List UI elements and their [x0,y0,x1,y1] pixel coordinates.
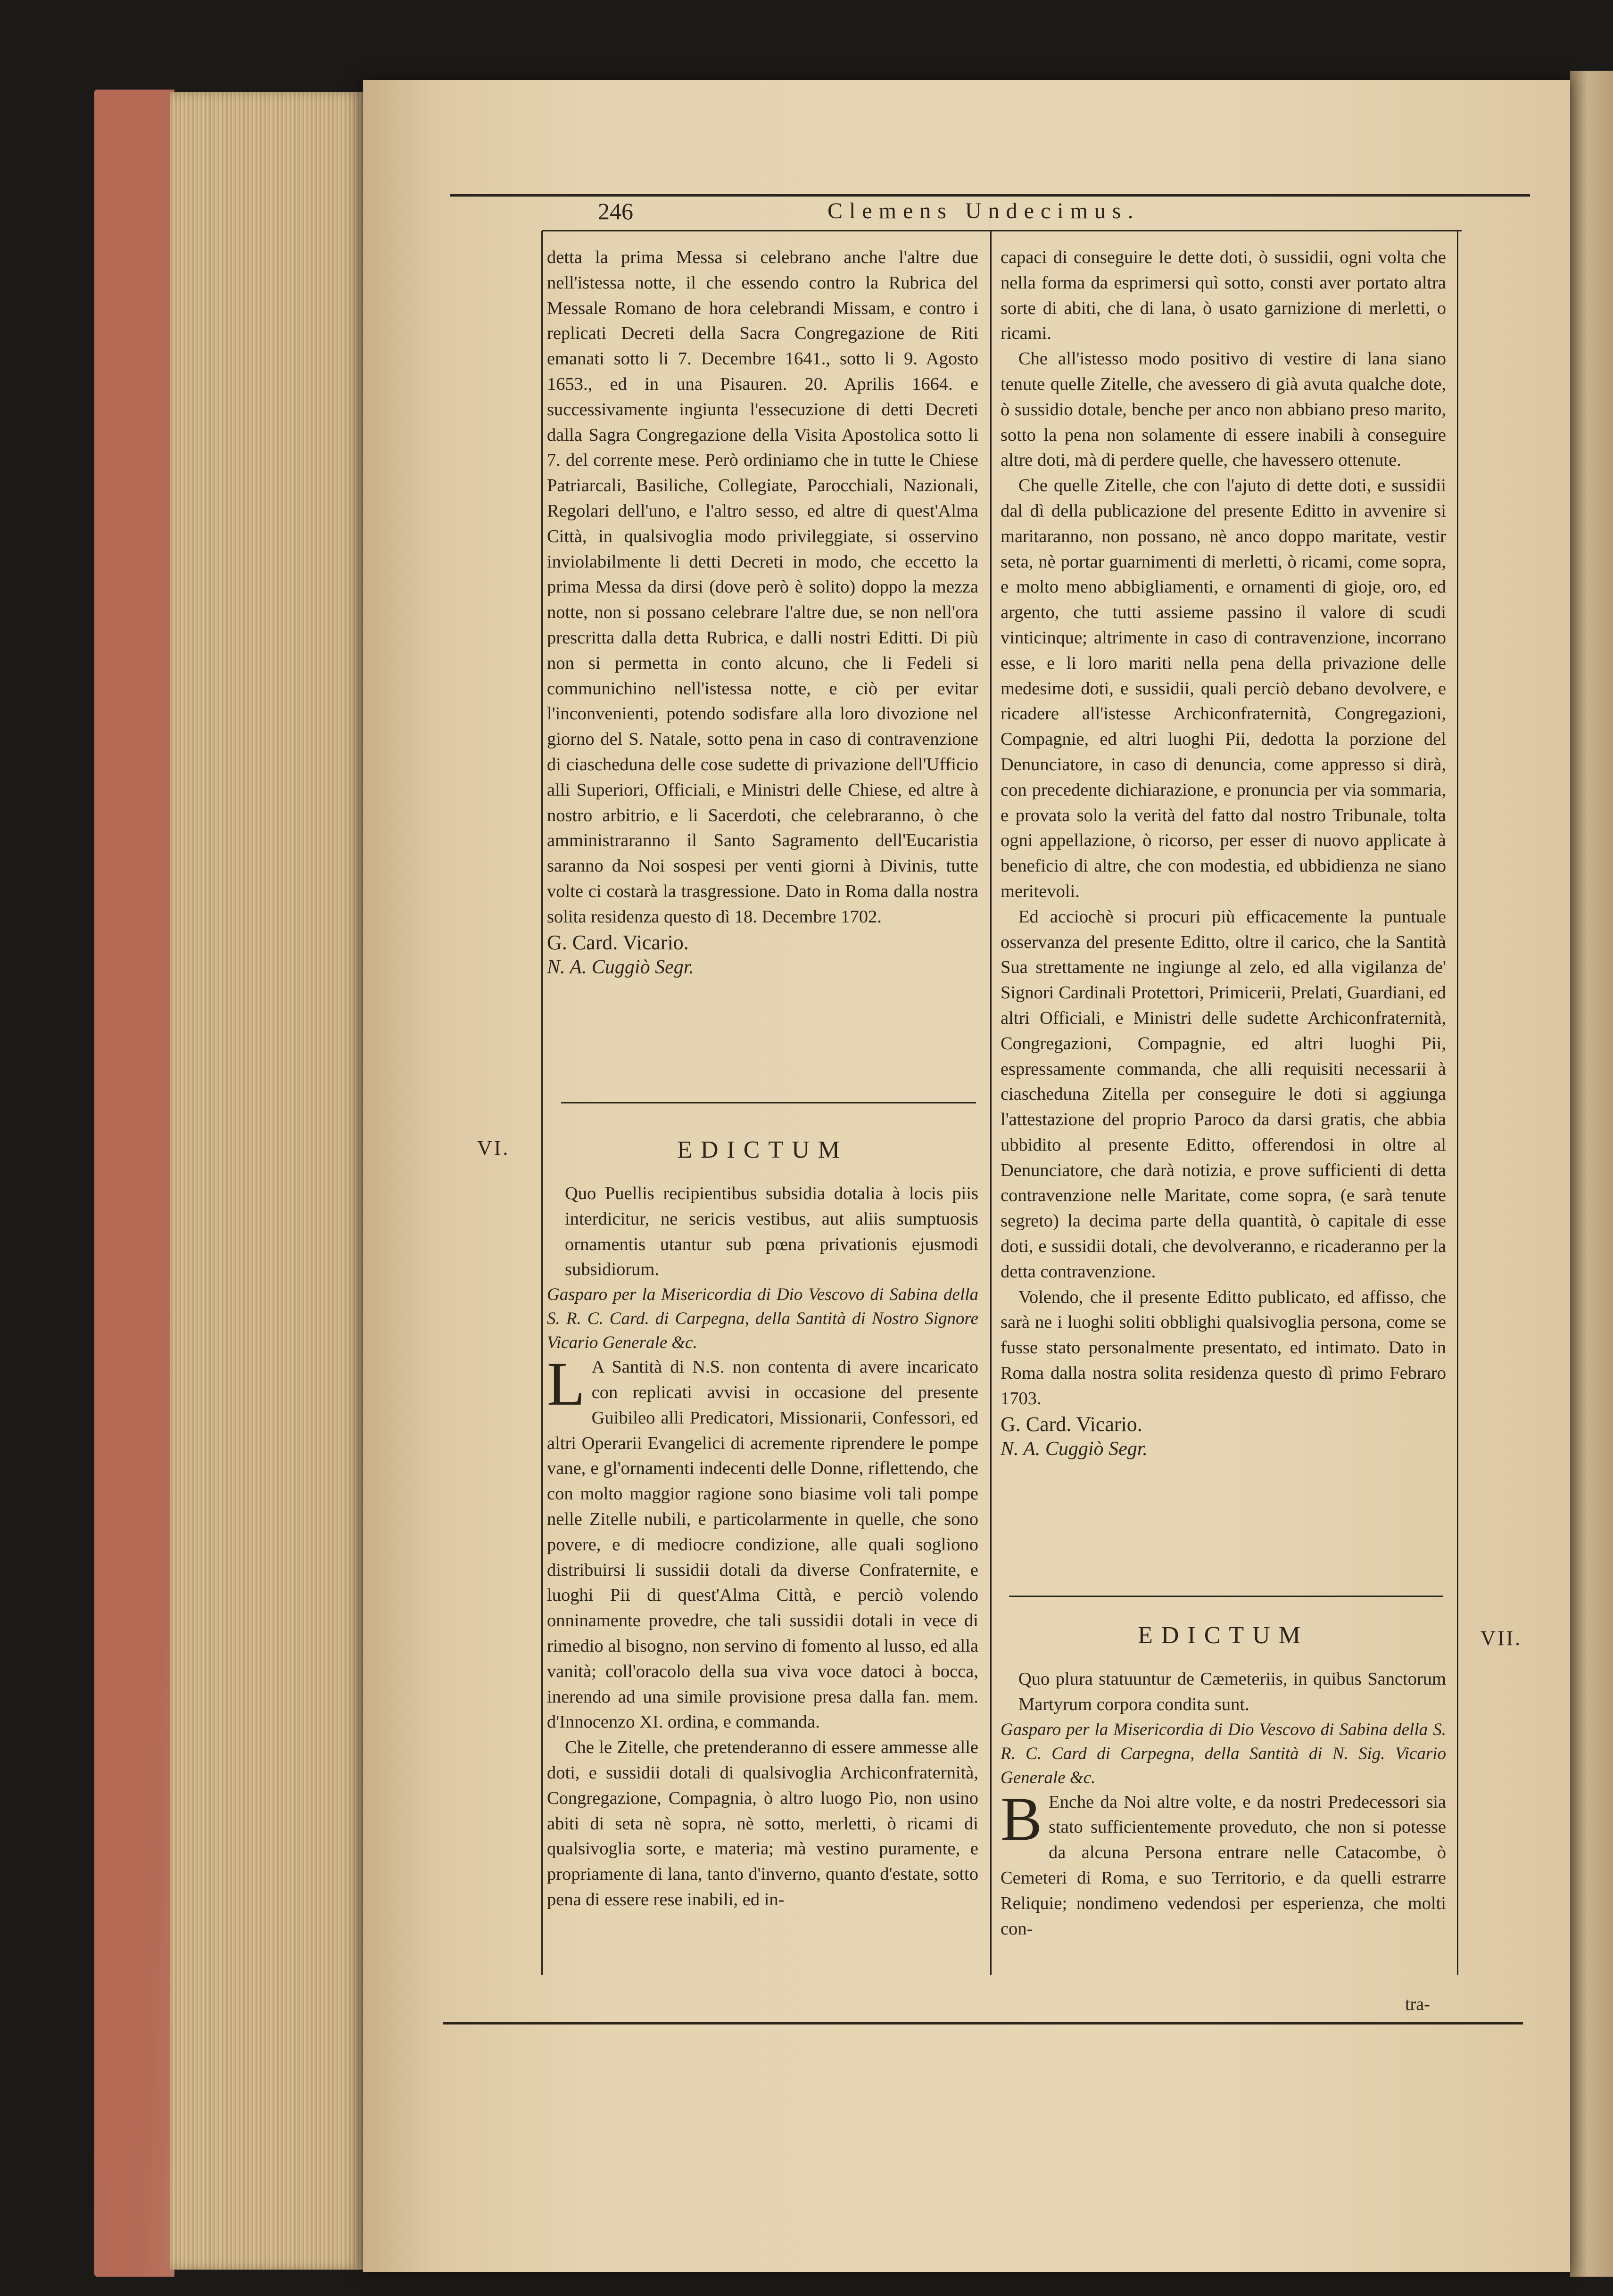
header-bottom-rule [542,230,1462,231]
right-signature-secretary: N. A. Cuggiò Segr. [1001,1438,1148,1460]
edict-vii-paragraph-1-text: Enche da Noi altre volte, e da nostri Predecessori sia stato sufficientemente proveduto, che non si potesse da alcuna Persona entrare nelle Catacombe, ò Cemeteri di Roma, e suo Territorio, e da quelli estrarre Reliquie; nondimeno vedendosi per esperienza, che molti con- [1001,1792,1446,1939]
left-signature-secretary: N. A. Cuggiò Segr. [547,956,694,979]
edict-vi-paragraph-1-text: A Santità di N.S. non contenta di avere incaricato con replicati avvisi in occasione del presente Guibileo alli Predicatori, Missionarii, Confessori, ed altri Operarii Evangelici di acremente riprendere le pompe vane, e gl'ornamenti indecenti delle Donne, riflettendo, che con molto maggior ragione sono biasime voli tali pompe nelle Zitelle nubili, e particolarmente in quelle, che sono povere, e di mediocre condizione, alle quali sogliono distribuirsi li sussidii dotali da diverse Confraternite, e luoghi Pii di quest'Alma Città, e perciò volendo onninamente provedre, che tali sussidii dotali in vece di rimedio al bisogno, non servino di fomento al lusso, ed alla vanità; coll'oracolo della sua viva voce datoci à bocca, inerendo ad una simile provisione presa dalla fan. mem. d'Innocenzo XI. ordina, e commanda. [547,1357,978,1732]
right-paragraph-3: Che quelle Zitelle, che con l'ajuto di dette doti, e sussidii dal dì della publicazione del presente Editto in avvenire si maritaranno, non possano, nè anco doppo maritate, vestir seta, nè portar guarnimenti di merletti, ò ricami, come sopra, e molto meno abbigliamenti, e ornamenti di gioje, oro, ed argento, che tutti assieme passino il valore di scudi vinticinque; altrimente in caso di contravenzione, incorrano esse, e li loro mariti nella pena della privazione delle medesime doti, e sussidii, quali perciò debano devolvere, e ricadere all'istesse Archiconfraternità, Congregazioni, Compagnie, ed altri luoghi Pii, dedotta la porzione del Denunciatore, in caso di denuncia, come appresso si dirà, con precedente dichiarazione, e pronuncia per via sommaria, e provata solo la verità del fatto dal nostro Tribunale, tolta ogni appellazione, ò ricorso, per esser di nuovo applicate à beneficio di altre, che con modestia, ed ubbidienza ne siano meritevoli. [1001,476,1446,901]
edict-vii-separator [1009,1596,1443,1597]
left-paragraph: detta la prima Messa si celebrano anche l'altre due nell'istessa notte, il che essendo contro la Rubrica del Messale Romano de hora celebrandi Missam, e contro i replicati Decreti della Sacra Congregazione de Riti emanati sotto li 7. Decembre 1641., sotto li 9. Agosto 1653., ed in una Pisauren. 20. Aprilis 1664. e successivamente ingiunta l'essecuzione di detti Decreti dalla Sagra Congregazione della Visita Apostolica sotto li 7. del corrente mese. Però ordiniamo che in tutte le Chiese Patriarcali, Basiliche, Collegiate, Parocchiali, Nazionali, Regolari dell'uno, e l'altro sesso, ed altre di quest'Alma Città, in qualsivoglia modo privileggiate, si osservino inviolabilmente li detti Decreti in modo, che eccetto la prima Messa da dirsi (dove però è solito) doppo la mezza notte, non si possano celebrare l'altre due, se non nell'ora prescritta dalla detta Rubrica, e dalli nostri Editti. Di più non si permetta in conto alcuno, che li Fedeli si communichino nell'istessa notte, e ciò per evitar l'inconvenienti, potendo sodisfare alla loro divozione nel giorno del S. Natale, sotto pena in caso di contravenzione di ciascheduna delle cose sudette di privazione dell'Ufficio alli Superiori, Officiali, e Ministri delle Chiese, ed altre à nostro arbitrio, e li Sacerdoti, che celebraranno, ò che amministraranno il Santo Sagramento dell'Eucaristia saranno da Noi sospesi per venti giorni à Divinis, tutte volte ci costarà la trasgressione. Dato in Roma dalla nostra solita residenza questo dì 18. Decembre 1702. [547,247,978,927]
edict-vi-paragraph-2: Che le Zitelle, che pretenderanno di essere ammesse alle doti, e sussidii dotali di qualsivoglia Archiconfraternità, Congregazione, Compagnia, ò altro luogo Pio, non usino abiti di seta nè sopra, nè sotto, merletti, ò ricami di qualsivoglia sorte, e materia; mà vestino puramente, e propriamente di lana, tanto d'inverno, quanto d'estate, sotto pena di essere rese inabili, ed in- [547,1737,978,1909]
header-top-rule [450,194,1530,197]
left-frame-rule [541,231,543,1975]
left-signature-name: G. Card. Vicario. [547,930,689,954]
catchword: tra- [1405,1994,1430,2014]
edict-vii-block [1001,1621,1446,1942]
column-divider-rule [990,231,992,1975]
left-column-upper [547,245,978,980]
adjacent-page-edge [1570,71,1613,2277]
edict-vi-issuer: Gasparo per la Misericordia di Dio Vescovo di Sabina della S. R. C. Card. di Carpegna, della Santità di Nostro Signore Vicario Generale &c. [547,1285,978,1353]
edict-vi-paragraph-1 [547,1349,978,1735]
right-paragraph-1: capaci di conseguire le dette doti, ò sussidii, ogni volta che nella forma da esprimersi quì sotto, consti aver portato altra sorte di abiti, che di lana, ò usato garnizione di merletti, o ricami. [1001,247,1446,344]
right-column-upper [1001,245,1446,1462]
edict-vi-dropcap: L [547,1349,585,1419]
footer-rule [443,2022,1523,2024]
right-signature-name: G. Card. Vicario. [1001,1412,1142,1436]
right-paragraph-4: Ed acciochè si procuri più efficacemente la puntuale osservanza del presente Editto, oltre il carico, che la Santità Sua strettamente ne ingiunge al zelo, ed alla vigilanza de' Signori Cardinali Protettori, Primicerii, Prelati, Guardiani, ed altri Officiali, e Ministri delle sudette Archiconfraternità, Congregazioni, Compagnie, ed altri luoghi Pii, espressamente commanda, che alli requisiti necessarii à ciascheduna Zitella per conseguire le doti si aggiunga l'attestazione del proprio Paroco da darsi gratis, che abbia ubbidito al presente Editto, offerendosi in oltre al Denunciatore, che darà notizia, e prove sufficienti di detta contravenzione nelle Maritate, come sopra, (e sarà tenute segreto) la decima parte della quantità, ò capitale di esse doti, e sussidii dotali, che devolveranno, e ricaderanno per la detta contravenzione. [1001,906,1446,1282]
marbled-fore-edge [94,90,174,2277]
running-title: Clemens Undecimus. [827,198,1140,223]
page-number: 246 [598,198,633,224]
edict-vii-dropcap: B [1001,1784,1042,1853]
edict-vi-block [547,1136,978,1913]
edict-vii-summary: Quo plura statuuntur de Cæmeteriis, in quibus Sanctorum Martyrum corpora condita sunt. [1018,1669,1446,1714]
right-paragraph-2: Che all'istesso modo positivo di vestire di lana siano tenute quelle Zitelle, che avessero di già avuta qualche dote, ò sussidio dotale, benche per anco non abbiano preso marito, sotto la pena non solamente di essere inabili à conseguire altre doti, mà di perdere quelle, che havessero ottenute. [1001,349,1446,470]
edict-vii-heading: EDICTUM [1138,1622,1309,1649]
right-paragraph-5: Volendo, che il presente Editto publicato, ed affisso, che sarà ne i luoghi soliti obblighi qualsivoglia persona, come se fusse stato personalmente presentato, ed intimato. Dato in Roma dalla nostra solita residenza questo dì primo Febraro 1703. [1001,1287,1446,1408]
right-frame-rule [1457,231,1458,1975]
edict-vi-separator [561,1102,976,1103]
edict-vii-paragraph-1 [1001,1784,1446,1942]
edict-vi-summary: Quo Puellis recipientibus subsidia dotalia à locis piis interdicitur, ne sericis vestibus, aut aliis sumptuosis ornamentis utantur sub pœna privationis ejusmodi subsidiorum. [565,1184,978,1280]
edict-vi-heading: EDICTUM [677,1136,848,1163]
margin-number-vi: VI. [477,1136,510,1160]
edict-vii-issuer: Gasparo per la Misericordia di Dio Vescovo di Sabina della S. R. C. Card di Carpegna, della Santità di N. Sig. Vicario Generale &c. [1001,1720,1446,1787]
page-edges [170,92,363,2270]
margin-number-vii: VII. [1481,1627,1522,1650]
